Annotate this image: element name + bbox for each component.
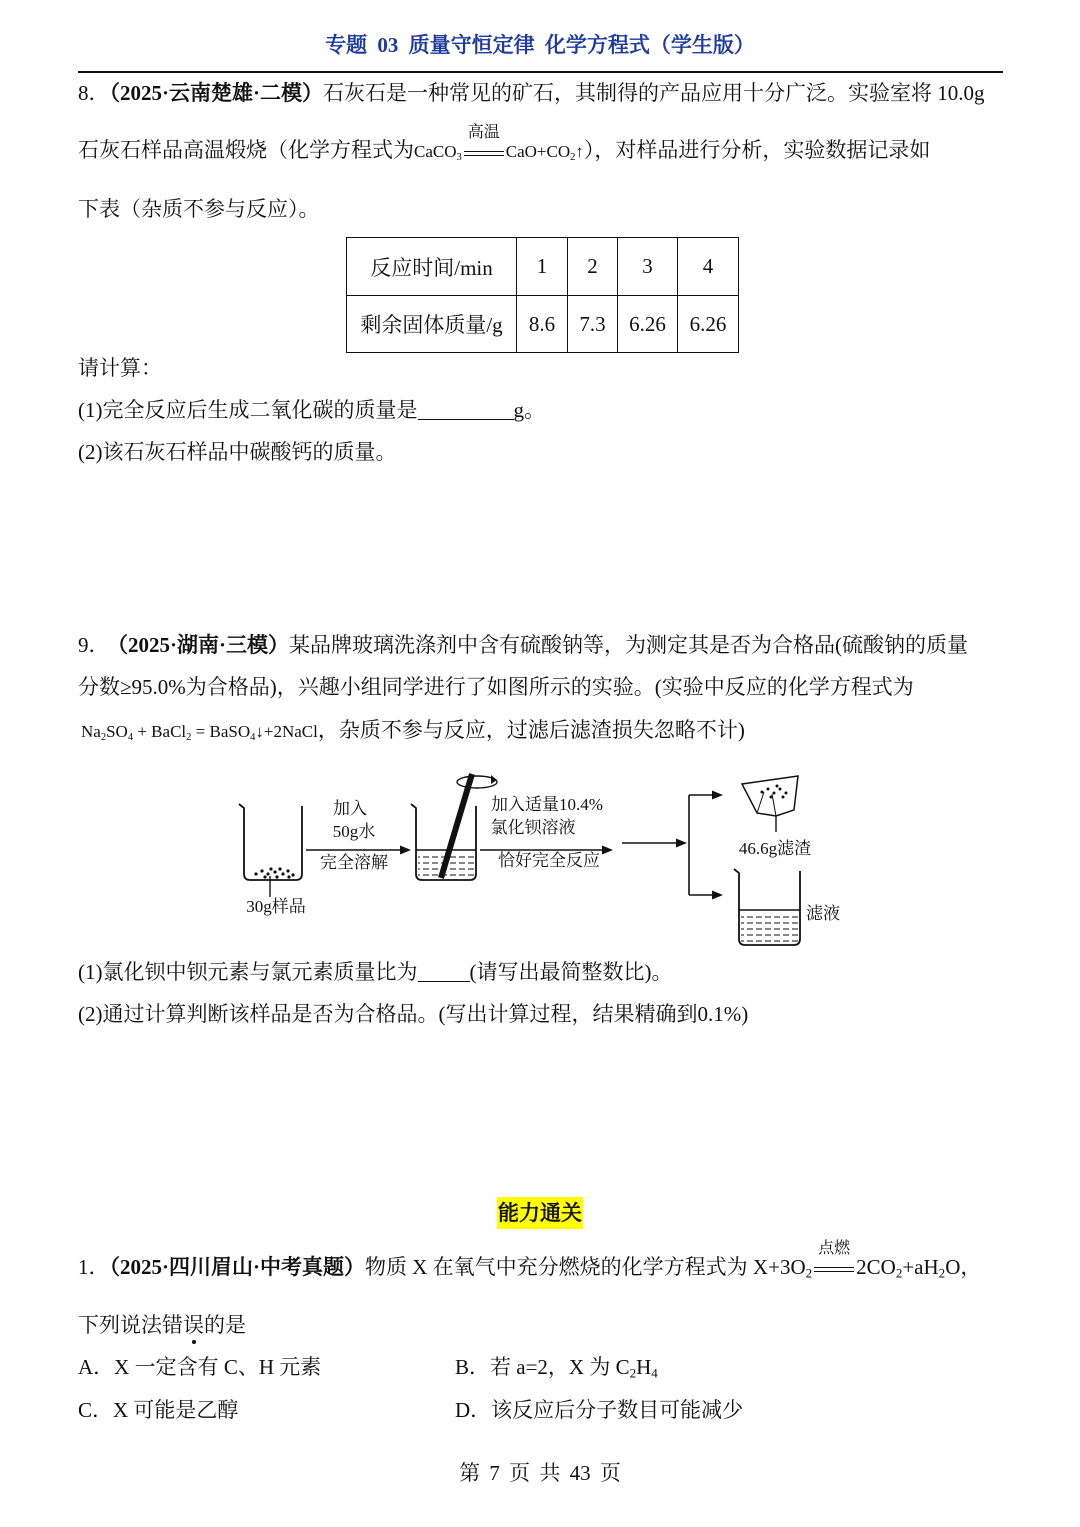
q8-data-table [346, 237, 739, 353]
filtrate-liquid [741, 912, 798, 943]
q1-o2-subscript: 2 [805, 1265, 813, 1281]
branch-arrow-top-head [712, 791, 723, 800]
page-title: 专题 03 质量守恒定律 化学方程式（学生版） [325, 33, 755, 57]
table-cell: 7.3 [568, 296, 618, 353]
q9-stem-text: 某品牌玻璃洗涤剂中含有硫酸钠等，为测定其是否为合格品(硫酸钠的质量 [289, 633, 969, 657]
granule [269, 867, 272, 870]
q8-eq-double-line [464, 151, 504, 156]
q9-part-2: (2)通过计算判断该样品是否为合格品。(写出计算过程，结果精确到0.1%) [78, 1002, 749, 1026]
experiment-diagram [0, 770, 1080, 955]
granule [273, 870, 276, 873]
residue-particle [776, 785, 779, 788]
q9-eq-part: SO [106, 722, 128, 741]
q8-part-1 [78, 398, 545, 422]
granule [286, 869, 289, 872]
step-1-label-line-1: 加入 [333, 799, 367, 818]
q8-source: （2025·云南楚雄·二模） [109, 81, 324, 105]
arrow-1-head [400, 846, 411, 855]
q1-question-text-end: 的是 [204, 1313, 246, 1337]
q1-eq-double-line [814, 1267, 854, 1272]
q1-option-b-subscript-2: 4 [651, 1365, 658, 1381]
sample-granules [254, 867, 294, 878]
q8-eq-product-subscript: 2 [570, 151, 576, 163]
q9-eq-part: Na [81, 722, 101, 741]
q9-eq-subscript: 4 [250, 731, 256, 743]
q9-part-1 [78, 960, 673, 984]
q8-answer-blank[interactable] [418, 399, 514, 420]
branch-arrow-bottom-head [712, 891, 723, 900]
q9-part-1-text: (1)氯化钡中钡元素与氯元素质量比为 [78, 960, 418, 984]
q1-eq-product-2: +aH [902, 1255, 939, 1279]
q9-part-1-note: (请写出最简整数比)。 [469, 960, 673, 984]
q8-eq-reactant-subscript: 3 [456, 151, 462, 163]
q1-option-c[interactable]: C．X 可能是乙醇 [78, 1398, 239, 1422]
granule [287, 875, 290, 878]
q1-option-b[interactable] [455, 1355, 658, 1379]
residue-particle [767, 788, 770, 791]
table-row [347, 238, 739, 296]
residue-particle [785, 792, 788, 795]
q1-line-2 [78, 1313, 246, 1337]
section-heading: 能力通关 [497, 1197, 583, 1229]
q8-eq-product: CaO+CO [505, 142, 571, 161]
granule [260, 869, 263, 872]
q1-source: （2025·四川眉山·中考真题） [109, 1255, 366, 1279]
q9-eq-part: ↓+2NaCl [255, 722, 318, 741]
q9-equation [81, 722, 318, 741]
arrow-3-head [676, 839, 687, 848]
q1-option-d[interactable]: D．该反应后分子数目可能减少 [455, 1398, 744, 1422]
q1-eq-product-1-subscript: 2 [895, 1265, 903, 1281]
q8-equation [414, 124, 584, 163]
table-cell: 1 [517, 238, 568, 296]
q9-source: （2025·湖南·三模） [117, 633, 290, 657]
q9-line-3-text: ，杂质不参与反应，过滤后滤渣损失忽略不计) [317, 718, 745, 742]
q1-eq-condition-sign [814, 1240, 854, 1279]
sample-label: 30g样品 [246, 897, 306, 916]
page-footer: 第 7 页 共 43 页 [459, 1461, 621, 1485]
table-cell: 3 [618, 238, 678, 296]
table-row-header: 剩余固体质量/g [347, 296, 517, 353]
q9-eq-subscript: 2 [186, 731, 192, 743]
q9-line-2: 分数≥95.0%为合格品)，兴趣小组同学进行了如图所示的实验。(实验中反应的化学方程式为 [78, 675, 914, 699]
step-1-label-line-2: 50g水 [332, 822, 376, 841]
q9-line-1 [78, 633, 968, 657]
q9-answer-blank[interactable] [418, 961, 470, 982]
q8-eq-condition-sign [464, 124, 504, 163]
step-2-label-line-2: 氯化钡溶液 [490, 818, 576, 837]
q8-line-2 [78, 124, 931, 163]
q1-question-text: 下列说法错 [78, 1313, 183, 1337]
q1-line-1 [78, 1240, 982, 1281]
q8-prompt: 请计算： [78, 356, 162, 380]
granule [281, 872, 284, 875]
residue-particles [761, 785, 788, 799]
table-row [347, 296, 739, 353]
residue-particle [779, 788, 782, 791]
q8-line-1 [78, 81, 985, 105]
rotation-arrow-head [491, 775, 497, 784]
q1-eq-condition: 点燃 [818, 1240, 851, 1258]
step-2-label-line-1: 加入适量10.4% [491, 795, 603, 814]
q8-part-1-unit: g。 [513, 398, 545, 422]
residue-particle [782, 796, 785, 799]
q9-eq-part: = BaSO [191, 722, 251, 741]
granule [275, 875, 278, 878]
q1-option-b-text-2: H [636, 1355, 652, 1379]
q8-number: 8． [78, 81, 110, 105]
table-cell: 8.6 [517, 296, 568, 353]
residue-label: 46.6g滤渣 [738, 839, 812, 858]
table-row-header: 反应时间/min [347, 238, 517, 296]
filter-paper-fold [757, 792, 776, 816]
granule [266, 872, 269, 875]
q1-emphasized-word: 误 [183, 1313, 204, 1337]
q8-eq-reactant: CaCO [414, 142, 457, 161]
granule [291, 873, 294, 876]
table-cell: 2 [568, 238, 618, 296]
q1-option-a[interactable]: A．X 一定含有 C、H 元素 [78, 1355, 322, 1379]
q1-option-b-subscript: 2 [629, 1365, 637, 1381]
granule [254, 872, 257, 875]
table-cell: 6.26 [678, 296, 739, 353]
q1-eq-product-2-tail: O， [945, 1255, 982, 1279]
filtrate-label: 滤液 [806, 904, 840, 923]
step-1-label-below: 完全溶解 [320, 853, 388, 872]
q1-option-b-text: B．若 a=2，X 为 C [455, 1355, 630, 1379]
q1-stem-text: 物质 X 在氧气中充分燃烧的化学方程式为 X+3O [365, 1255, 806, 1279]
q1-eq-product-2-subscript: 2 [938, 1265, 946, 1281]
table-cell: 4 [678, 238, 739, 296]
q8-part-1-text: (1)完全反应后生成二氧化碳的质量是 [78, 398, 418, 422]
q8-line-3: 下表（杂质不参与反应）。 [78, 197, 320, 221]
q9-eq-subscript: 2 [100, 731, 107, 743]
q1-eq-product-1: 2CO [856, 1255, 896, 1279]
q8-eq-condition: 高温 [467, 124, 500, 142]
q9-eq-part: + BaCl [133, 722, 187, 741]
q1-number: 1． [78, 1255, 110, 1279]
residue-particle [761, 791, 764, 794]
header-divider [78, 71, 1003, 73]
residue-particle [773, 792, 776, 795]
q9-line-3 [78, 718, 745, 742]
q9-eq-subscript: 4 [127, 731, 134, 743]
q8-text-before-equation: 石灰石样品高温煅烧（化学方程式为 [78, 138, 414, 162]
table-cell: 6.26 [618, 296, 678, 353]
q8-stem-text: 石灰石是一种常见的矿石，其制得的产品应用十分广泛。实验室将 10.0g [323, 81, 985, 105]
residue-particle [770, 796, 773, 799]
arrow-2-head [602, 846, 613, 855]
step-2-label-below: 恰好完全反应 [498, 851, 600, 870]
granule [263, 875, 266, 878]
q9-number: 9． [78, 633, 110, 657]
q8-part-2: (2)该石灰石样品中碳酸钙的质量。 [78, 440, 397, 464]
q8-eq-gas-arrow: ↑ [575, 142, 584, 161]
granule [278, 867, 281, 870]
q8-text-after-equation: ），对样品进行分析，实验数据记录如 [583, 138, 931, 162]
